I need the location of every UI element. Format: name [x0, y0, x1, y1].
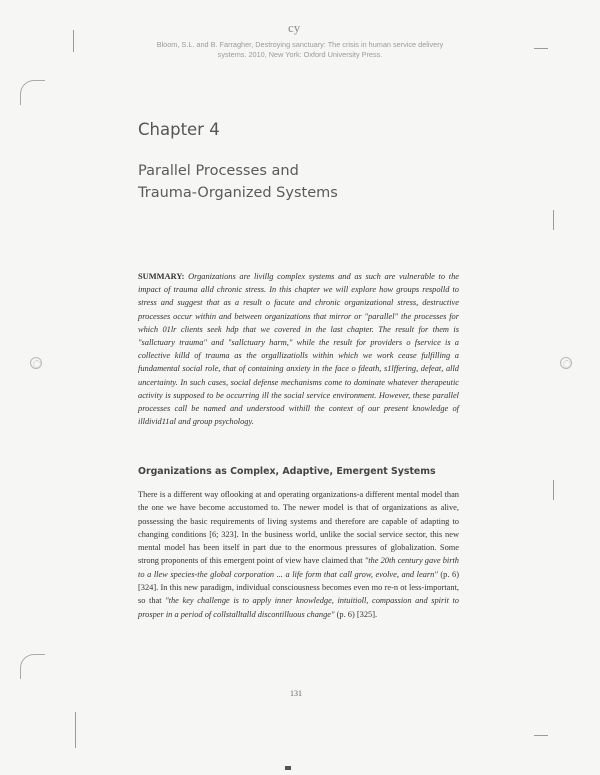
header-mark: cy	[288, 20, 301, 35]
body-quote-1: "the 20th century gave birth to a llew species-the global corporation ... a life form that call grow, evolve, and learn"	[138, 556, 459, 579]
chapter-title-line-1: Parallel Processes and	[138, 163, 299, 179]
body-text-3: (p. 6) [325].	[334, 609, 378, 619]
margin-mark-right-1	[553, 210, 554, 230]
page-number: 131	[290, 689, 302, 698]
corner-mark-top-left	[20, 80, 45, 105]
margin-mark-top-left	[73, 30, 74, 52]
body-paragraph	[138, 488, 459, 621]
body-text-1: There is a different way oflooking at and operating organizations-a different mental model than the one we have become accustomed to. The newer model is that of organizations as alive, possessing the basic requirements of living systems and therefore are capable of adapting to changing conditions [6; 323]. In the business world, unlike the social service sector, this new mental model has been itself in part due to the enormous pressures of globalization. Some strong proponents of this emergent point of view have claimed that	[138, 490, 459, 566]
corner-mark-bottom-left	[20, 654, 45, 679]
citation	[130, 40, 470, 60]
body-quote-2: "the key challenge is to apply inner knowledge, intuitioll, compassion and spirit to prosper in a period of collstalltalld discontilluous change"	[138, 596, 459, 619]
summary-paragraph	[138, 270, 459, 428]
chapter-label: Chapter 4	[138, 120, 220, 139]
punch-hole-left	[30, 357, 42, 369]
margin-mark-bottom-right	[534, 735, 548, 736]
chapter-title	[138, 160, 338, 204]
citation-line-2: systems. 2010, New York: Oxford University Press.	[217, 50, 383, 59]
summary-label: SUMMARY:	[138, 272, 185, 281]
chapter-title-line-2: Trauma-Organized Systems	[138, 185, 338, 201]
punch-hole-right	[560, 357, 572, 369]
summary-text: Organizations are livillg complex systems and as such are vulnerable to the impact of trauma alld chronic stress. In this chapter we will explore how groups respolld to stress and suggest that as a result o facute and chronic organizational stress, destructive processes occur within and between organizations that mirror or "parallel" the processes for which 01lr clients seek hdp that we covered in the last chapter. The result for them is "sallctuary trauma" and "sallctuary harm," while the result for providers o fservice is a collective killd of trauma as the orgallizatiolls within which we work cease fulfilling a fundamental social role, that of containing anxiety in the face o fdeath, s1lffering, defeat, alld uncertainty. In such cases, social defense mechanisms come to dominate whatever therapeutic activity is supposed to be occurring ill the social service environment. However, these parallel processes call be named and understood withill the context of our present knowledge of illdivid11al and group psychology.	[138, 272, 460, 427]
citation-line-1: Bloom, S.L. and B. Farragher, Destroying sanctuary: The crisis in human service delivery	[156, 40, 444, 49]
body-text-2: (p. 6) [324]. In this new paradigm, individual consciousness becomes even mo re-n ot less-important, so that	[138, 569, 459, 606]
bottom-tick-mark	[285, 766, 291, 770]
section-heading: Organizations as Complex, Adaptive, Emergent Systems	[138, 466, 436, 477]
margin-mark-bottom-left	[75, 712, 76, 748]
margin-mark-top-right	[534, 48, 548, 49]
margin-mark-right-2	[553, 480, 554, 500]
